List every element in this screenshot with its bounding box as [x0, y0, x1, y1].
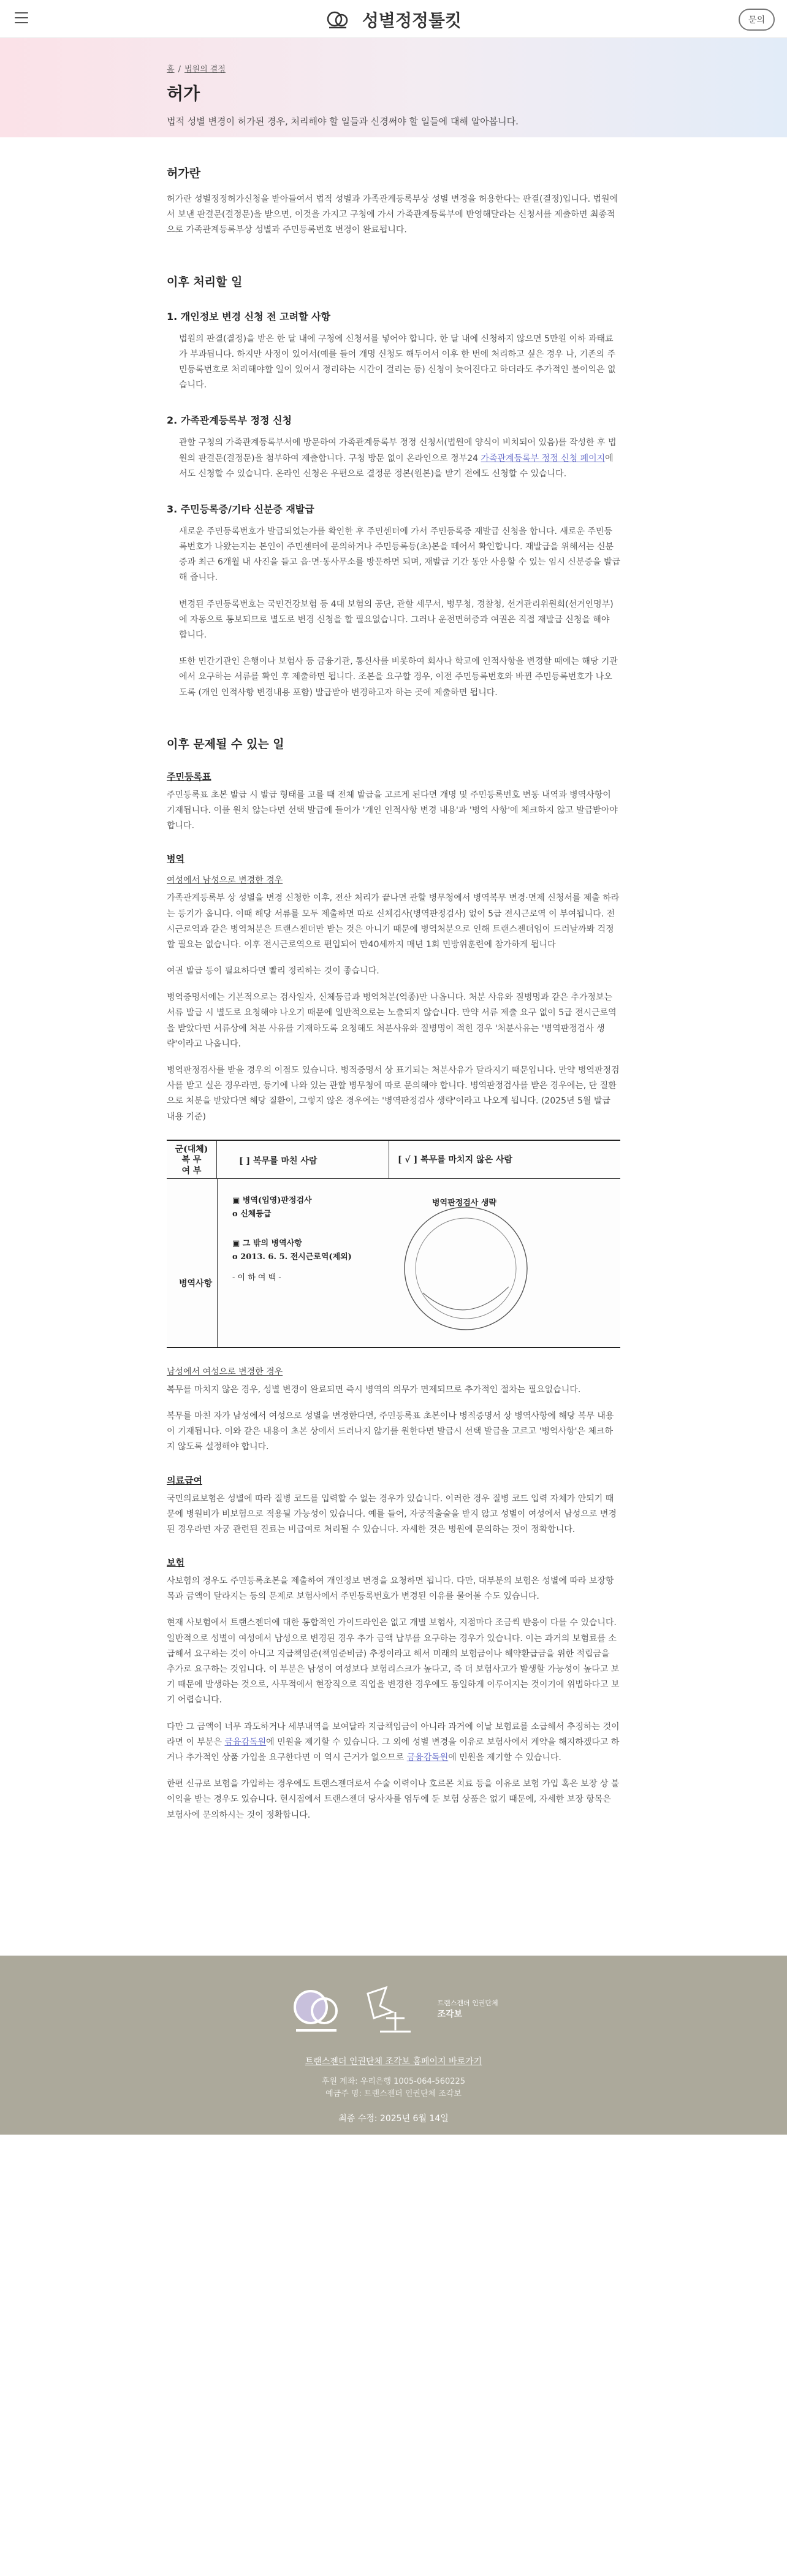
site-logo-icon	[325, 9, 350, 30]
org-homepage-link[interactable]: 트랜스젠더 인권단체 조각보 홈페이지 바로가기	[305, 2056, 482, 2067]
military-paragraph: 가족관계등록부 상 성별을 변경 신청한 이후, 전산 처리가 끝나면 관할 병무청에서 병역복무 변경·면제 신청서를 제출 하라는 등기가 옵니다. 이때 해당 서류를 모두 제출하면 따로 신체검사(병역판정검사) 없이 5급 전시근로역 이 부여됩니다. 전시근로역과 같은 병역처분은 트랜스젠더만 받는 것은 아니기 때문에 병역처분으로 인해 트랜스젠더임이 드러날까봐 걱정할 필요는 없습니다. 이후 전시근로역으로 편입되어 만40세까지 매년 1회 민방위훈련에 참가하게 됩니다	[167, 893, 620, 950]
military-paragraph: 병역판정검사를 받을 경우의 이점도 있습니다. 병적증명서 상 표기되는 처분사유가 달라지기 때문입니다. 만약 병역판정검사를 받고 실은 경우라면, 등기에 나와 있는 관할 병무청에 따로 문의해야 합니다. 병역판정검사를 받은 경우에는, 단 질환으로 처분을 받았다면 해당 질환이, 그렇지 않은 경우에는 '병역판정검사 생략'이라고 나오게 됩니다. (2025년 5월 발급 내용 기준)	[167, 1065, 620, 1122]
step3-paragraph: 새로운 주민등록번호가 발급되었는가를 확인한 후 주민센터에 가서 주민등록증 재발급 신청을 합니다. 새로운 주민등록번호가 나왔는지는 본인이 주민센터에 문의하거나 주민등록등(초)본을 떼어서 확인합니다. 재발급을 위해서는 신분증과 최근 6개월 내 사진을 들고 읍·면·동사무소를 방문하면 되며, 재발급 기간 동안 사용할 수 있는 임시 신분증을 발급해 줍니다.	[179, 526, 621, 583]
military-paragraph: 병역증명서에는 기본적으로는 검사일자, 신체등급과 병역처분(역종)만 나옵니다. 처분 사유와 질병명과 같은 추가정보는 서류 발급 시 별도로 요청해야 나오기 때문에 일반적으로는 노출되지 않습니다. 만약 서류 제출 요구 없이 5급 전시근로역을 받았다면 서류상에 처분 사유를 기재하도록 요청해도 처분사유와 질병명이 적힌 경우 '처분사유는 '병역판정검사 생략'이라고 나옵니다.	[167, 993, 617, 1049]
site-footer	[0, 1956, 787, 2135]
medical-title: 의료급여	[167, 1474, 202, 1486]
scan-service-row	[217, 1141, 620, 1179]
breadcrumb-separator: /	[178, 65, 181, 74]
site-brand[interactable]	[0, 7, 787, 32]
footer-org-name-main: 조각보	[437, 2009, 463, 2019]
medical-body: 국민의료보험은 성별에 따라 질병 코드를 입력할 수 없는 경우가 있습니다. 이러한 경우 질병 코드 입력 자체가 안되기 때문에 병원비가 비보험으로 적용될 가능성이 있습니다. 예를 들어, 자궁적출술을 받지 않고 성별이 여성에서 남성으로 변경된 경우라면 자궁 관련된 진료는 비급여로 처리될 수 있습니다. 자세한 것은 병원에 문의하는 것이 정확합니다.	[167, 1493, 617, 1534]
military-paragraph: 여권 발급 등이 필요하다면 빨리 정리하는 것이 좋습니다.	[167, 966, 379, 977]
scan-line: - 이 하 여 백 -	[232, 1273, 281, 1282]
scan-line: ▣ 병역(입영)판정검사	[232, 1195, 312, 1205]
page-title: 허가	[167, 83, 200, 104]
insurance-paragraph: 현재 사보험에서 트랜스젠더에 대한 통합적인 가이드라인은 없고 개별 보험사, 지점마다 조금씩 반응이 다를 수 있습니다. 일반적으로 성별이 여성에서 남성으로 변경된 경우 추가 금액 납부를 요구하는 경우가 있습니다. 이는 과거의 보험료를 소급해서 요구하는 것이 아니고 지급책임준(책임준비금) 추정이라고 해서 미래의 보험금이나 해약환급금을 위한 적립금을 추가로 요구하는 것입니다. 이 부분은 남성이 여성보다 보험리스크가 높다고, 즉 더 보험사고가 발생할 가능성이 높다고 보기 때문에 발생하는 것으로, 사무적에서 현장직으로 직업을 변경한 경우에도 동일하게 이루어지는 것이기에 위법하다고 보기 어렵습니다.	[167, 1618, 620, 1705]
main-content	[167, 137, 620, 1956]
section-issues	[167, 735, 620, 1823]
section-heading-issues: 이후 문제될 수 있는 일	[167, 737, 284, 751]
permit-body: 허가란 성별정정허가신청을 받아들여서 법적 성별과 가족관계등록부상 성별 변경을 허용한다는 판결(결정)입니다. 법원에서 보낸 판결문(결정문)을 받으면, 이것을 가지고 구청에 가서 가족관계등록부에 반영해달라는 신청서를 제출하면 최종적으로 가족관계등록부상 성별과 주민등록번호 변경이 완료됩니다.	[167, 194, 618, 235]
scan-stamp-label: 병역판정검사 생략	[432, 1198, 496, 1208]
step2-body-a: 관할 구청의 가족관계등록부서에 방문하여 가족관계등록부 정정 신청서(법원에 양식이 비치되어 있음)를 작성한 후 법원의 판결문(결정문)을 첨부하여 제출합니다. 구청 방문 없이 온라인으로 정부24	[179, 438, 617, 463]
military-title: 병역	[167, 853, 184, 865]
scan-option-not-completed: [ √ ] 복무를 마치지 않은 사람	[389, 1141, 512, 1179]
step2-body-b: 에서도 신청할 수 있습니다. 온라인 신청은 우편으로 결정문 정본(원본)을 받기 전에도 신청할 수 있습니다.	[179, 453, 614, 479]
insurance-title: 보험	[167, 1557, 184, 1569]
breadcrumb-parent-link[interactable]: 법원의 결정	[184, 65, 226, 74]
scan-option-completed: [ ] 복무를 마친 사람	[239, 1156, 317, 1166]
section-after	[167, 273, 620, 701]
donation-account: 후원 계좌: 우리은행 1005-064-560225	[321, 2076, 466, 2086]
section-permit	[167, 164, 620, 238]
account-holder: 예금주 명: 트랜스젠더 인권단체 조각보	[325, 2089, 462, 2099]
m2f-subtitle: 여성에서 남성으로 변경한 경우	[167, 875, 283, 886]
footer-org-name-small: 트랜스젠더 인권단체	[437, 1999, 498, 2007]
step3-title: 3. 주민등록증/기타 신분증 재발급	[167, 503, 314, 515]
step2-body	[167, 435, 620, 482]
scan-body-label: 병역사항	[179, 1278, 213, 1289]
last-updated: 최종 수정: 2025년 6월 14일	[338, 2114, 449, 2124]
breadcrumb	[167, 63, 787, 74]
step3-paragraph: 또한 민간기관인 은행이나 보험사 등 금융기관, 통신사를 비롯하여 회사나 학교에 인적사항을 변경할 때에는 해당 기관에서 요구하는 서류를 확인 후 제출하면 됩니다. 조본을 요구할 경우, 이전 주민등록번호와 바뀐 주민등록번호가 나오도록 (개인 인적사항 변경내용 포함) 발급받아 변경하고자 하는 곳에 제출하면 됩니다.	[179, 657, 618, 698]
military-certificate-scan	[167, 1140, 620, 1348]
page-description: 법적 성별 변경이 허가된 경우, 처리해야 할 일들과 신경써야 할 일들에 대해 알아봅니다.	[167, 116, 519, 127]
step1-body: 법원의 판결(결정)을 받은 한 달 내에 구청에 신청서를 넣어야 합니다. 한 달 내에 신청하지 않으면 5만원 이하 과태료가 부과됩니다. 하지만 사정이 있어서(예를 들어 개명 신청도 해두어서 이후 한 번에 처리하고 싶은 경우 나, 기존의 주민등록번호로 처리해야할 일이 있어서 정리하는 시간이 걸리는 등) 신청이 늦어진다고 하더라도 추가적인 불이익은 없습니다.	[179, 333, 616, 391]
step3-paragraph: 변경된 주민등록번호는 국민건강보험 등 4대 보험의 공단, 관할 세무서, 병무청, 경찰청, 선거관리위원회(선거인명부)에 자동으로 통보되므로 별도로 변경 신청을 할 필요없습니다. 그러나 운전면허증과 여권은 직접 재발급 신청을 해야 합니다.	[179, 599, 614, 640]
insurance-paragraph	[167, 1720, 620, 1766]
scan-seal-circle-icon	[398, 1201, 533, 1336]
section-heading-permit: 허가란	[167, 167, 201, 180]
f2m-subtitle: 남성에서 여성으로 변경한 경우	[167, 1366, 283, 1377]
military-paragraph: 복무를 마친 자가 남성에서 여성으로 성별을 변경한다면, 주민등록표 초본이나 병적증명서 상 병역사항에 해당 복무 내용이 기재됩니다. 이와 같은 내용이 초본 상에서 드러나지 않기를 원한다면 발급시 선택 발급을 고르고 '병역사항'은 체크하지 않도록 설정해야 합니다.	[167, 1411, 614, 1452]
fss-link[interactable]: 금융감독원	[224, 1737, 267, 1747]
scan-column-header: 군(대체) 복 무 여 부	[167, 1141, 217, 1179]
gov24-family-registry-link[interactable]: 가족관계등록부 정정 신청 페이지	[481, 453, 606, 463]
breadcrumb-home-link[interactable]: 홈	[167, 65, 175, 74]
footer-logos	[0, 1981, 787, 2037]
insurance-text: 다만 그 금액이 너무 과도하거나 세부내역을 보여달라 지급책임금이 아니라 과거에 이날 보험료를 소급해서 추징하는 것이라면 이 부분은	[167, 1721, 620, 1747]
insurance-text: 에 민원을 제기할 수 있습니다.	[448, 1752, 561, 1762]
fss-link[interactable]: 금융감독원	[406, 1752, 449, 1762]
step1-title: 1. 개인정보 변경 신청 전 고려할 사항	[167, 310, 331, 322]
insurance-paragraph: 사보험의 경우도 주민등록초본을 제출하여 개인정보 변경을 요청하면 됩니다. 다만, 대부분의 보험은 성별에 따라 보장항목과 금액이 달라지는 등의 문제로 보험사에서 주민등록번호가 변경된 이유를 물어볼 수도 있습니다.	[167, 1576, 614, 1602]
contact-button[interactable]: 문의	[739, 9, 775, 31]
site-title: 성별정정툴킷	[362, 10, 462, 31]
resident-register-title: 주민등록표	[167, 771, 211, 782]
site-header	[0, 0, 787, 38]
footer-org-name	[438, 1998, 498, 2020]
page-hero	[0, 38, 787, 137]
scan-line: o 신체등급	[232, 1209, 272, 1219]
resident-register-body: 주민등록표 초본 발급 시 발급 형태를 고를 때 전체 발급을 고르게 된다면 개명 및 주민등록번호 변동 내역과 병역사항이 기재됩니다. 이를 원치 않는다면 선택 발급에 들어가 '개인 인적사항 변경 내용'과 '병역 사항'에 체크하지 않고 발급받아야 합니다.	[167, 790, 618, 831]
scan-line: ▣ 그 밖의 병역사항	[232, 1238, 302, 1248]
insurance-text: 에 민원을 제기할 수 있습니다. 그 외에 성별 변경을 이유로 보험사에서 계약을 해지하겠다고 하거나 추가적인 상품 가입을 요구한다면 이 역시 근거가 없으므로	[167, 1737, 620, 1762]
jogakbo-logo-icon	[362, 1981, 429, 2037]
toolkit-logo-icon	[289, 1981, 344, 2037]
step2-title: 2. 가족관계등록부 정정 신청	[167, 414, 292, 427]
insurance-paragraph: 한편 신규로 보험을 가입하는 경우에도 트랜스젠더로서 수술 이력이나 호르몬 치료 등을 이유로 보험 가입 혹은 보장 상 불이익을 받는 경우도 있습니다. 현시점에서 트랜스젠더 당사자를 염두에 둔 보험 상품은 없기 때문에, 자세한 보장 항목은 보험사에 문의하시는 것이 정확합니다.	[167, 1779, 620, 1820]
section-heading-after: 이후 처리할 일	[167, 275, 243, 289]
military-paragraph: 복무를 마치지 않은 경우, 성별 변경이 완료되면 즉시 병역의 의무가 면제되므로 추가적인 절차는 필요없습니다.	[167, 1384, 581, 1395]
scan-line: o 2013. 6. 5. 전시근로역(제외)	[232, 1252, 352, 1262]
